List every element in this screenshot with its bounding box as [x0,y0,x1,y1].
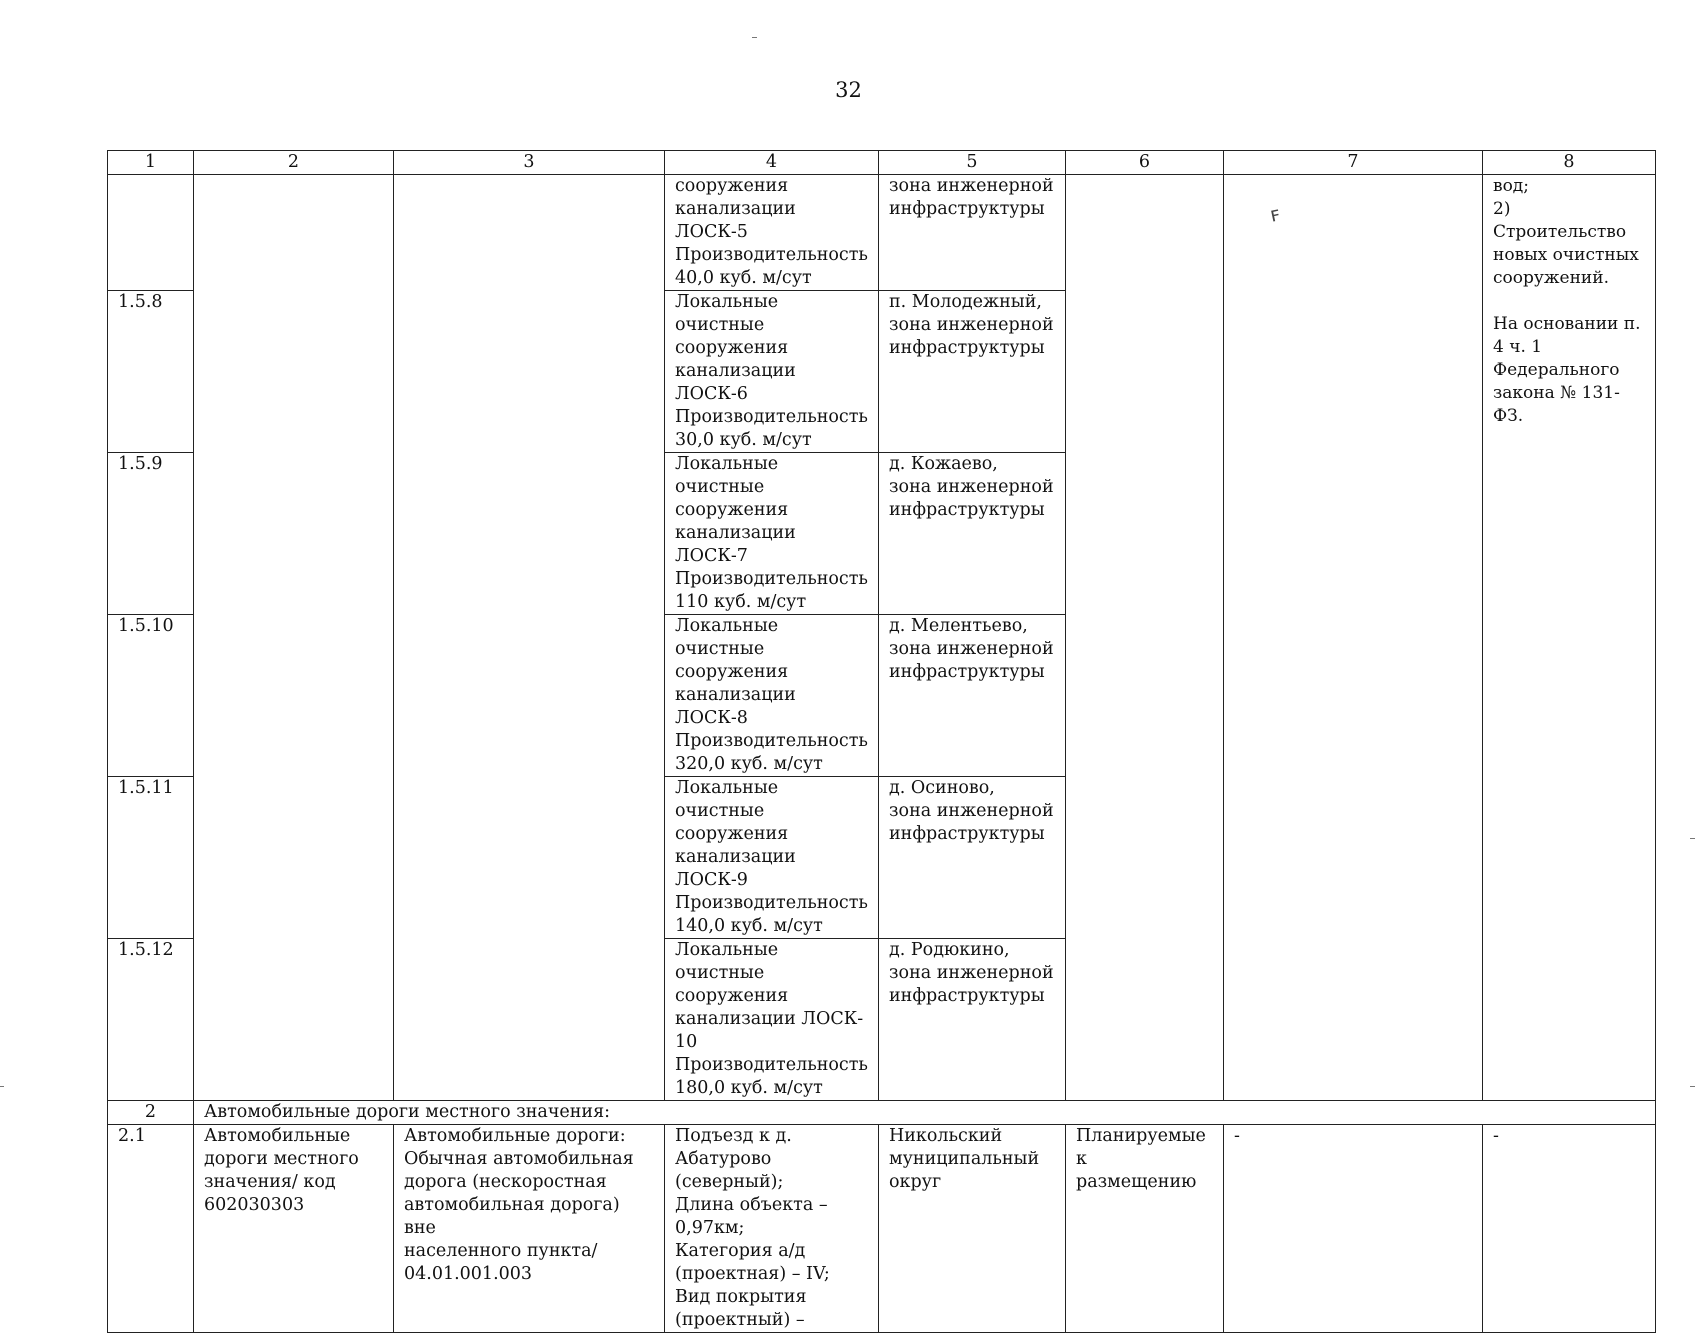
row-number [108,175,194,291]
column-number-row [108,151,1656,175]
object-location: д. Кожаево, зона инженерной инфраструктуры [879,453,1066,615]
object-description: Локальные очистные сооружения канализации ЛОСК-9 Производительность 140,0 куб. м/сут [665,777,879,939]
merged-cell-col3 [394,175,665,1101]
merged-cell-col7 [1224,175,1483,1101]
merged-cell-col6 [1066,175,1224,1101]
column-header-8: 8 [1483,151,1656,175]
col8-value: - [1483,1125,1656,1333]
col7-value: - [1224,1125,1483,1333]
object-description: сооружения канализации ЛОСК-5 Производительность 40,0 куб. м/сут [665,175,879,291]
section-row [108,1101,1656,1125]
object-description: Локальные очистные сооружения канализации ЛОСК-6 Производительность 30,0 куб. м/сут [665,291,879,453]
margin-tick [0,1086,4,1087]
margin-tick [1690,838,1695,839]
section-number: 2 [108,1101,194,1125]
column-header-5: 5 [879,151,1066,175]
object-location: д. Осиново, зона инженерной инфраструктуры [879,777,1066,939]
column-header-4: 4 [665,151,879,175]
margin-tick [1690,1086,1695,1087]
object-location: д. Родюкино, зона инженерной инфраструктуры [879,939,1066,1101]
row-number: 1.5.9 [108,453,194,615]
column-header-6: 6 [1066,151,1224,175]
row-number: 2.1 [108,1125,194,1333]
margin-tick [752,37,757,38]
object-location: п. Молодежный, зона инженерной инфраструктуры [879,291,1066,453]
object-status: Планируемые к размещению [1066,1125,1224,1333]
column-header-7: 7 [1224,151,1483,175]
column-header-1: 1 [108,151,194,175]
object-type: Автомобильные дороги: Обычная автомобильная дорога (нескоростная автомобильная дорога) вне населенного пункта/ 04.01.001.003 [394,1125,665,1333]
column-header-3: 3 [394,151,665,175]
object-location: д. Мелентьево, зона инженерной инфраструктуры [879,615,1066,777]
column-header-2: 2 [194,151,394,175]
row-number: 1.5.12 [108,939,194,1101]
object-description: Локальные очистные сооружения канализации ЛОСК- 10 Производительность 180,0 куб. м/сут [665,939,879,1101]
object-description: Локальные очистные сооружения канализации ЛОСК-7 Производительность 110 куб. м/сут [665,453,879,615]
page-number: 32 [835,78,862,102]
handwritten-mark: ꜰ [1267,201,1283,227]
section-title: Автомобильные дороги местного значения: [194,1101,1656,1125]
object-purpose: Автомобильные дороги местного значения/ код 602030303 [194,1125,394,1333]
row-number: 1.5.10 [108,615,194,777]
object-description: Подъезд к д. Абатурово (северный); Длина объекта – 0,97км; Категория а/д (проектная) – IV; Вид покрытия (проектный) – [665,1125,879,1333]
object-location: зона инженерной инфраструктуры [879,175,1066,291]
row-number: 1.5.11 [108,777,194,939]
table-row [108,175,1656,291]
object-description: Локальные очистные сооружения канализации ЛОСК-8 Производительность 320,0 куб. м/сут [665,615,879,777]
row-number: 1.5.8 [108,291,194,453]
table-row [108,1125,1656,1333]
merged-cell-col2 [194,175,394,1101]
object-location: Никольский муниципальный округ [879,1125,1066,1333]
planning-table [107,150,1656,1333]
col8-note: вод; 2) Строительство новых очистных сооружений. На основании п. 4 ч. 1 Федерального закона № 131- ФЗ. [1483,175,1656,1101]
